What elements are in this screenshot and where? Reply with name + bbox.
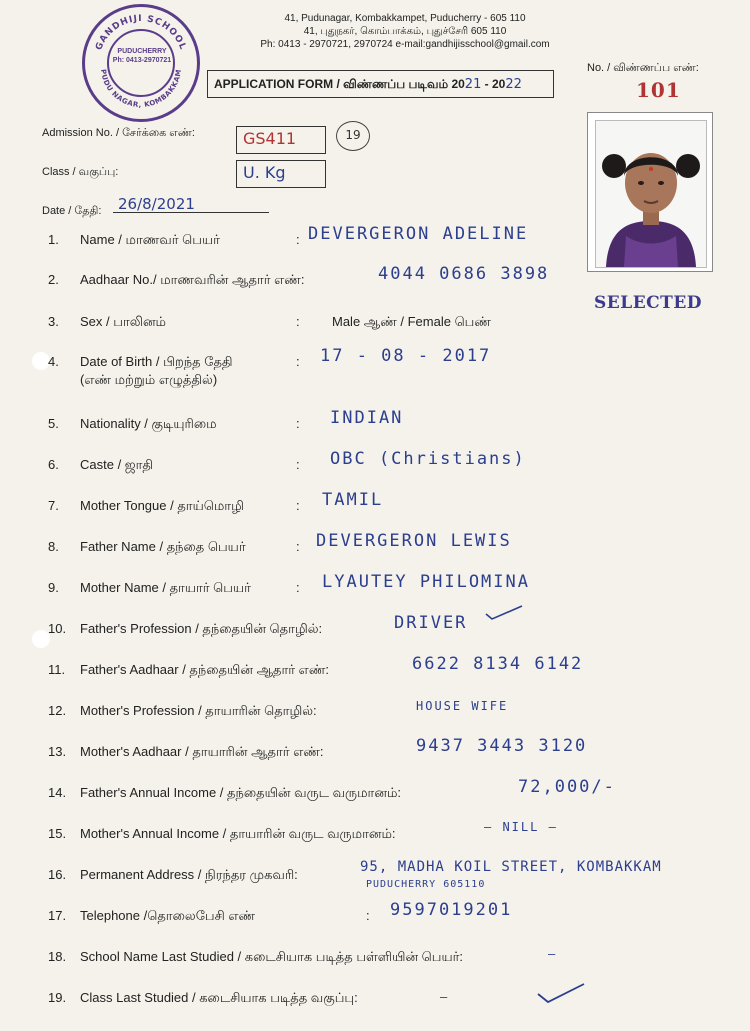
field-value: OBC (Christians) bbox=[330, 449, 526, 469]
field-row-mother-income bbox=[0, 822, 750, 846]
field-colon: : bbox=[296, 314, 300, 329]
sex-options: Male ஆண் / Female பெண் bbox=[332, 314, 491, 329]
field-number: 13. bbox=[48, 744, 67, 759]
field-value: 6622 8134 6142 bbox=[412, 654, 584, 674]
field-value: — NILL — bbox=[484, 820, 558, 834]
field-value: DEVERGERON LEWIS bbox=[316, 531, 512, 551]
admission-number-box: GS411 bbox=[236, 126, 326, 154]
field-number: 3. bbox=[48, 314, 59, 329]
field-row-address bbox=[0, 859, 750, 899]
field-number: 1. bbox=[48, 232, 59, 247]
field-number: 12. bbox=[48, 703, 67, 718]
field-row-sex bbox=[0, 310, 750, 334]
field-number: 14. bbox=[48, 785, 67, 800]
field-label: Nationality / குடியுரிமை bbox=[80, 416, 217, 431]
field-label: Sex / பாலினம் bbox=[80, 314, 167, 329]
seal-center-line2: Ph: 0413-2970721 bbox=[112, 57, 172, 64]
admission-circle-note: 19 bbox=[336, 121, 370, 151]
form-title-printed: APPLICATION FORM / விண்ணப்ப படிவம் 20 bbox=[214, 77, 465, 91]
application-number: 101 bbox=[636, 78, 681, 102]
field-number: 5. bbox=[48, 416, 59, 431]
field-number: 8. bbox=[48, 539, 59, 554]
field-label: Father Name / தந்தை பெயர் bbox=[80, 539, 246, 554]
field-number: 16. bbox=[48, 867, 67, 882]
field-row-aadhaar bbox=[0, 264, 750, 292]
field-colon: : bbox=[296, 539, 300, 554]
field-row-caste bbox=[0, 449, 750, 477]
field-row-father-aadhaar bbox=[0, 654, 750, 682]
field-colon: : bbox=[296, 498, 300, 513]
field-colon: : bbox=[296, 457, 300, 472]
field-value-line2: PUDUCHERRY 605110 bbox=[366, 879, 486, 890]
field-value: TAMIL bbox=[322, 490, 384, 510]
admission-number-label: Admission No. / சேர்க்கை எண்: bbox=[42, 127, 195, 139]
field-value: – bbox=[440, 990, 450, 1004]
field-row-father-name bbox=[0, 531, 750, 559]
field-colon: : bbox=[296, 354, 300, 369]
field-label: Father's Profession / தந்தையின் தொழில்: bbox=[80, 621, 323, 636]
field-value: 9437 3443 3120 bbox=[416, 736, 588, 756]
field-row-father-income bbox=[0, 777, 750, 805]
field-number: 11. bbox=[48, 662, 66, 677]
field-label: Caste / ஜாதி bbox=[80, 457, 154, 472]
field-label: Class Last Studied / கடைசியாக படித்த வகுப்பு: bbox=[80, 990, 358, 1005]
field-label: Aadhaar No./ மாணவரின் ஆதார் எண்: bbox=[80, 272, 305, 287]
class-box: U. Kg bbox=[236, 160, 326, 188]
field-value: 9597019201 bbox=[390, 900, 513, 920]
form-title bbox=[207, 70, 554, 98]
field-row-mother-name bbox=[0, 572, 750, 600]
form-title-year1: 21 bbox=[464, 77, 482, 92]
seal-center-line1: PUDUCHERRY bbox=[117, 48, 167, 55]
field-label: Name / மாணவர் பெயர் bbox=[80, 232, 220, 247]
class-label: Class / வகுப்பு: bbox=[42, 166, 119, 178]
field-label: Mother's Annual Income / தாயாரின் வருட வருமானம்: bbox=[80, 826, 396, 841]
field-row-father-profession bbox=[0, 613, 750, 641]
field-label: Mother Name / தாயார் பெயர் bbox=[80, 580, 251, 595]
school-header bbox=[215, 12, 595, 51]
field-number: 18. bbox=[48, 949, 67, 964]
field-number: 2. bbox=[48, 272, 59, 287]
field-value: – bbox=[548, 947, 558, 961]
field-row-last-class bbox=[0, 986, 750, 1010]
field-row-mother-profession bbox=[0, 699, 750, 723]
seal-center bbox=[109, 47, 175, 65]
field-colon: : bbox=[366, 908, 370, 923]
field-row-telephone bbox=[0, 900, 750, 928]
address-english: 41, Pudunagar, Kombakkampet, Puducherry - 605 110 bbox=[284, 13, 526, 24]
field-label: Mother's Profession / தாயாரின் தொழில்: bbox=[80, 703, 317, 718]
field-value: HOUSE WIFE bbox=[416, 699, 509, 713]
field-row-dob bbox=[0, 346, 750, 396]
address-tamil: 41, புதுநகர், கொம்பாக்கம், புதுச்சேரி 605 110 bbox=[303, 26, 507, 37]
field-row-name bbox=[0, 224, 750, 252]
field-value: DRIVER bbox=[394, 613, 468, 633]
date-underline bbox=[113, 212, 269, 213]
field-value: 4044 0686 3898 bbox=[378, 264, 550, 284]
field-label: Telephone /தொலைபேசி எண் bbox=[80, 908, 256, 923]
field-label: School Name Last Studied / கடைசியாக படித்த பள்ளியின் பெயர்: bbox=[80, 949, 464, 964]
selected-stamp: SELECTED bbox=[594, 293, 703, 313]
field-colon: : bbox=[296, 580, 300, 595]
field-value: 72,000/- bbox=[518, 777, 616, 797]
field-label: Permanent Address / நிரந்தர முகவரி: bbox=[80, 867, 298, 882]
date-label: Date / தேதி: bbox=[42, 205, 102, 217]
field-number: 19. bbox=[48, 990, 67, 1005]
field-label: Mother's Aadhaar / தாயாரின் ஆதார் எண்: bbox=[80, 744, 324, 759]
field-row-mother-tongue bbox=[0, 490, 750, 518]
field-value: INDIAN bbox=[330, 408, 404, 428]
seal-top-text: GANDHIJI SCHOOL bbox=[94, 13, 188, 52]
form-title-year2: 22 bbox=[505, 77, 522, 92]
field-label: Mother Tongue / தாய்மொழி bbox=[80, 498, 244, 513]
field-number: 7. bbox=[48, 498, 59, 513]
field-row-mother-aadhaar bbox=[0, 736, 750, 764]
field-number: 10. bbox=[48, 621, 67, 636]
field-label: Father's Aadhaar / தந்தையின் ஆதார் எண்: bbox=[80, 662, 329, 677]
field-label: Father's Annual Income / தந்தையின் வருட வருமானம்: bbox=[80, 785, 402, 800]
field-colon: : bbox=[296, 232, 300, 247]
field-number: 17. bbox=[48, 908, 67, 923]
seal-bottom-text: PUDU NAGAR, KOMBAKKAM bbox=[98, 68, 184, 110]
field-label: Date of Birth / பிறந்த தேதி bbox=[80, 354, 233, 369]
form-title-mid: - 20 bbox=[481, 77, 506, 91]
field-number: 6. bbox=[48, 457, 59, 472]
application-number-label: No. / விண்ணப்ப எண்: bbox=[587, 62, 699, 74]
field-value: DEVERGERON ADELINE bbox=[308, 224, 529, 244]
contact-line: Ph: 0413 - 2970721, 2970724 e-mail:gandhijisschool@gmail.com bbox=[260, 39, 550, 50]
school-seal bbox=[82, 4, 200, 122]
field-row-last-school bbox=[0, 945, 750, 969]
field-row-nationality bbox=[0, 408, 750, 436]
field-colon: : bbox=[296, 416, 300, 431]
field-sublabel: (எண் மற்றும் எழுத்தில்) bbox=[80, 372, 218, 387]
field-number: 15. bbox=[48, 826, 67, 841]
field-value: 95, MADHA KOIL STREET, KOMBAKKAM bbox=[360, 859, 662, 875]
field-value: 17 - 08 - 2017 bbox=[320, 346, 492, 366]
field-value: LYAUTEY PHILOMINA bbox=[322, 572, 530, 592]
date-value: 26/8/2021 bbox=[118, 195, 195, 213]
field-number: 4. bbox=[48, 354, 59, 369]
field-number: 9. bbox=[48, 580, 59, 595]
checkmark-icon bbox=[536, 980, 586, 1004]
